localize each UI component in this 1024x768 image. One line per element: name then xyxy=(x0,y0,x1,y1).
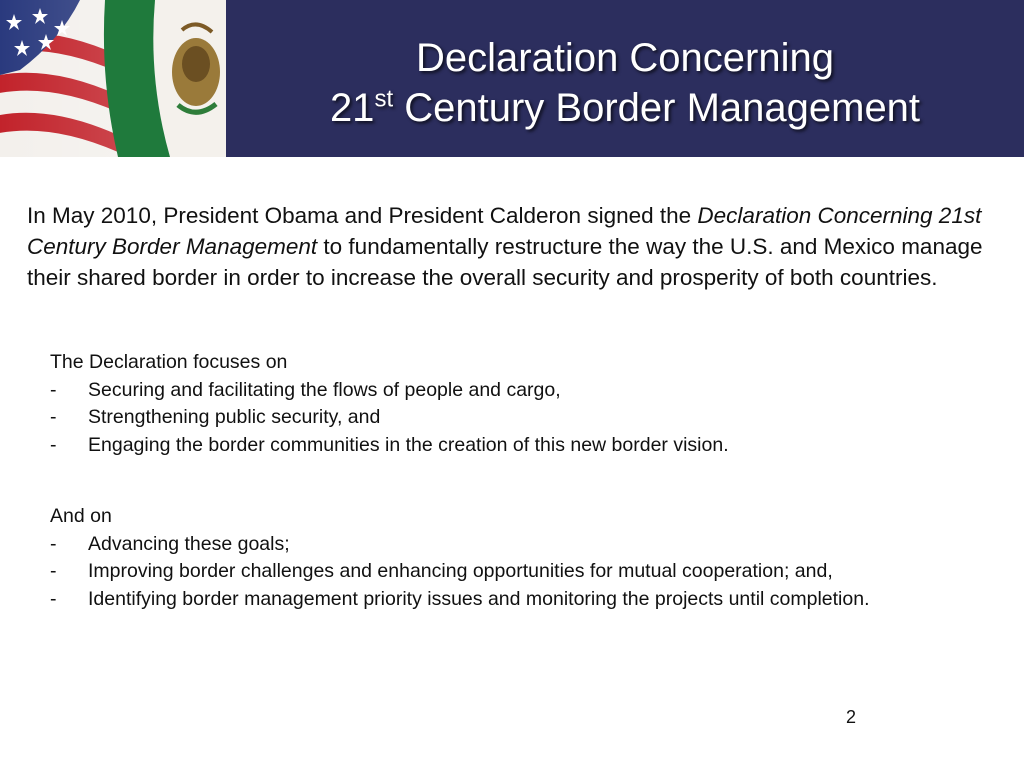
dash-marker: - xyxy=(50,378,57,401)
us-mexico-flags-image xyxy=(0,0,226,157)
title-rest: Century Border Management xyxy=(393,86,921,130)
list-item-text: Advancing these goals; xyxy=(88,532,290,555)
intro-italic-title: Declaration Concerning 21st Century Border Management xyxy=(27,203,982,259)
page-number: 2 xyxy=(846,707,857,727)
focus-list xyxy=(50,377,970,460)
and-on-list xyxy=(50,531,900,614)
list-item-text: Securing and facilitating the flows of people and cargo, xyxy=(88,378,561,401)
title-line-1: Declaration Concerning xyxy=(415,36,834,80)
dash-marker: - xyxy=(50,433,57,456)
intro-part-2: to fundamentally restructure the way the U.S. and Mexico manage their shared border in order to increase the overall security and prosperity of both countries. xyxy=(27,234,983,290)
list-item xyxy=(50,531,900,559)
intro-paragraph xyxy=(27,200,987,293)
list-item-text: Improving border challenges and enhancing opportunities for mutual cooperation; and, xyxy=(88,560,833,582)
list-item-text: Strengthening public security, and xyxy=(88,406,381,428)
and-on-lead: And on xyxy=(50,505,112,527)
dash-marker: - xyxy=(50,406,57,428)
list-item-text: Identifying border management priority issues and monitoring the projects until completion. xyxy=(88,587,870,610)
dash-marker: - xyxy=(50,560,57,582)
list-item xyxy=(50,586,900,614)
title-superscript: st xyxy=(374,85,394,113)
flags-icon xyxy=(0,0,226,157)
list-item xyxy=(50,377,970,405)
list-item xyxy=(50,432,970,460)
dash-marker: - xyxy=(50,532,57,555)
list-item xyxy=(50,558,900,586)
dash-marker: - xyxy=(50,587,57,610)
header-band xyxy=(0,0,1024,157)
and-on-section xyxy=(50,503,900,613)
list-item xyxy=(50,404,970,432)
focus-section xyxy=(50,349,970,459)
focus-lead: The Declaration focuses on xyxy=(50,351,288,373)
title-number: 21 xyxy=(329,86,375,130)
intro-part-1: In May 2010, President Obama and President Calderon signed the xyxy=(27,203,698,228)
slide-title xyxy=(226,33,1024,133)
list-item-text: Engaging the border communities in the creation of this new border vision. xyxy=(88,433,729,456)
title-line-2 xyxy=(226,83,1024,133)
